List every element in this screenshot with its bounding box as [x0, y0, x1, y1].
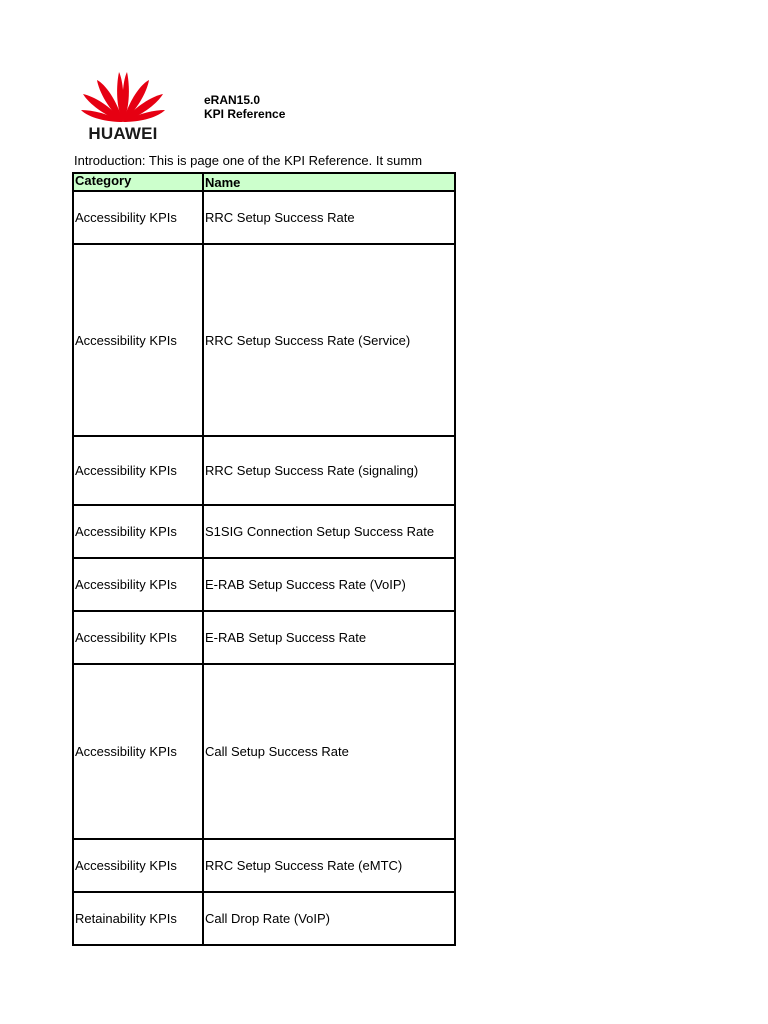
logo-text: HUAWEI	[88, 124, 158, 143]
name-cell: Call Drop Rate (VoIP)	[203, 892, 455, 945]
huawei-logo	[80, 66, 166, 146]
name-cell: E-RAB Setup Success Rate	[203, 611, 455, 664]
column-header-category: Category	[73, 173, 203, 191]
name-cell: E-RAB Setup Success Rate (VoIP)	[203, 558, 455, 611]
document-header	[204, 93, 285, 121]
category-cell: Accessibility KPIs	[73, 664, 203, 839]
table-header-row	[73, 173, 455, 191]
table-row	[73, 436, 455, 505]
name-cell: RRC Setup Success Rate (signaling)	[203, 436, 455, 505]
category-cell: Accessibility KPIs	[73, 558, 203, 611]
intro-text: Introduction: This is page one of the KPI Reference. It summ	[74, 153, 423, 168]
table-row	[73, 611, 455, 664]
category-cell: Accessibility KPIs	[73, 436, 203, 505]
kpi-table	[72, 172, 456, 946]
name-cell: RRC Setup Success Rate (eMTC)	[203, 839, 455, 892]
product-version: eRAN15.0	[204, 93, 261, 107]
category-cell: Accessibility KPIs	[73, 611, 203, 664]
table-row	[73, 191, 455, 244]
name-cell: RRC Setup Success Rate	[203, 191, 455, 244]
category-cell: Accessibility KPIs	[73, 191, 203, 244]
table-row	[73, 505, 455, 558]
table-row	[73, 892, 455, 945]
category-cell: Accessibility KPIs	[73, 244, 203, 436]
table-row	[73, 839, 455, 892]
name-cell: RRC Setup Success Rate (Service)	[203, 244, 455, 436]
category-cell: Accessibility KPIs	[73, 505, 203, 558]
column-header-name: Name	[203, 173, 455, 191]
name-cell: S1SIG Connection Setup Success Rate	[203, 505, 455, 558]
category-cell: Accessibility KPIs	[73, 839, 203, 892]
category-cell: Retainability KPIs	[73, 892, 203, 945]
table-row	[73, 558, 455, 611]
table-row	[73, 664, 455, 839]
table-row	[73, 244, 455, 436]
name-cell: Call Setup Success Rate	[203, 664, 455, 839]
document-title: KPI Reference	[204, 107, 286, 121]
huawei-flower-icon	[80, 66, 166, 124]
